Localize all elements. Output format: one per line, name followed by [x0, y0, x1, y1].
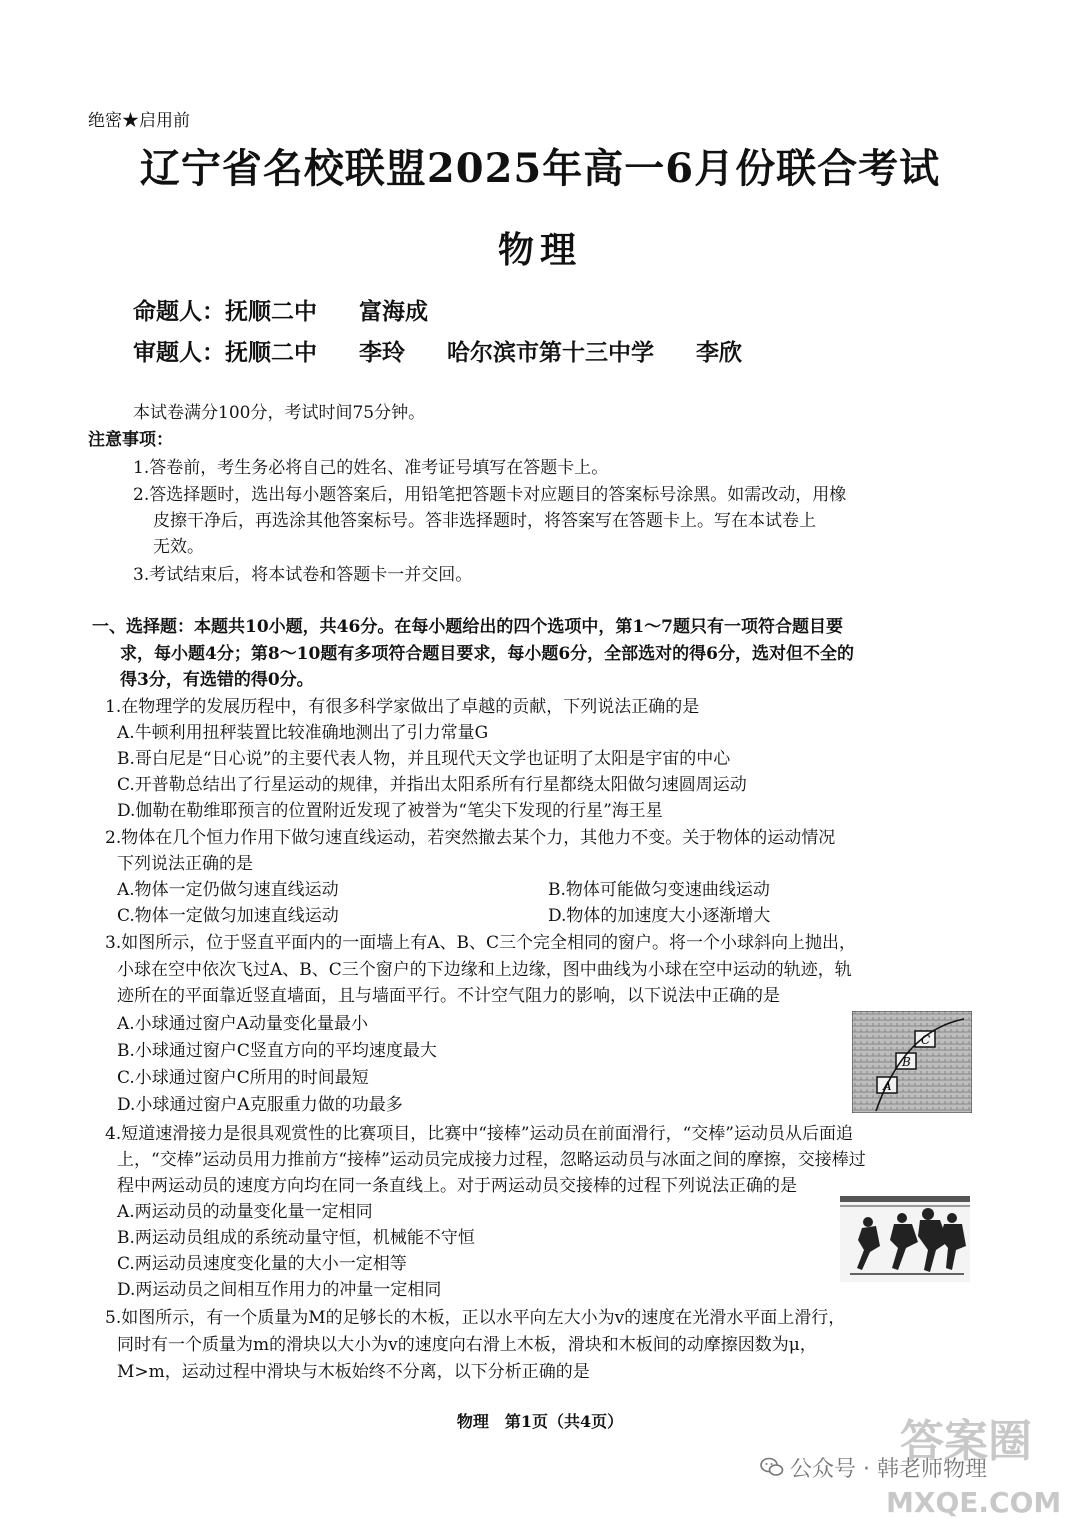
- q4-stem-2: 上，“交棒”运动员用力推前方“接棒”运动员完成接力过程，忽略运动员与冰面之间的摩擦，交接棒过: [117, 1150, 866, 1170]
- watermark-logo-top: 答案圈: [900, 1416, 1032, 1467]
- exam-intro: 本试卷满分100分，考试时间75分钟。: [133, 403, 426, 423]
- reviewer-name-1: 李玲: [359, 340, 406, 366]
- reviewer-line: [133, 334, 742, 367]
- section-header-2: 求，每小题4分；第8～10题有多项符合题目要求，每小题6分，全部选对的得6分，选对但不全的: [120, 644, 854, 664]
- q3-option-d: D.小球通过窗户A克服重力做的功最多: [117, 1095, 403, 1115]
- q2-stem-2: 下列说法正确的是: [117, 854, 253, 874]
- q2-option-a: A.物体一定仍做匀速直线运动: [117, 880, 339, 900]
- watermark-logo-bottom: MXQE.COM: [886, 1486, 1062, 1519]
- subject-title: 物理: [497, 229, 582, 271]
- speed-skating-photo: [840, 1196, 970, 1282]
- q3-stem-1: 3.如图所示，位于竖直平面内的一面墙上有A、B、C三个完全相同的窗户。将一个小球斜向上抛出，: [105, 933, 856, 953]
- section-header-1: 一、选择题：本题共10小题，共46分。在每小题给出的四个选项中，第1～7题只有一项符合题目要: [92, 617, 843, 637]
- section-header-3: 得3分，有选错的得0分。: [120, 670, 314, 690]
- q3-option-b: B.小球通过窗户C竖直方向的平均速度最大: [117, 1041, 437, 1061]
- q1-option-d: D.伽勒在勒维耶预言的位置附近发现了被誉为“笔尖下发现的行星”海王星: [117, 801, 663, 821]
- q3-stem-2: 小球在空中依次飞过A、B、C三个窗户的下边缘和上边缘，图中曲线为小球在空中运动的轨迹，轨: [117, 960, 852, 980]
- q2-option-d: D.物体的加速度大小逐渐增大: [548, 906, 771, 926]
- q4-option-b: B.两运动员组成的系统动量守恒，机械能不守恒: [117, 1228, 475, 1248]
- wechat-icon: [760, 1456, 784, 1478]
- q5-stem-1: 5.如图所示，有一个质量为M的足够长的木板，正以水平向左大小为v的速度在光滑水平面上滑行，: [105, 1308, 846, 1328]
- reviewer-name-2: 李欣: [696, 340, 743, 366]
- note-1: 1.答卷前，考生务必将自己的姓名、准考证号填写在答题卡上。: [133, 458, 609, 478]
- q4-stem-3: 程中两运动员的速度方向均在同一条直线上。对于两运动员交接棒的过程下列说法正确的是: [117, 1176, 797, 1196]
- label-b: B: [902, 1055, 911, 1069]
- note-3: 3.考试结束后，将本试卷和答题卡一并交回。: [133, 565, 473, 585]
- reviewer-school-2: 哈尔滨市第十三中学: [447, 340, 655, 366]
- note-2b: 皮擦干净后，再选涂其他答案标号。答非选择题时，将答案写在答题卡上。写在本试卷上: [153, 511, 816, 531]
- setter-school: 命题人：抚顺二中: [133, 299, 317, 325]
- q3-stem-3: 迹所在的平面靠近竖直墙面，且与墙面平行。不计空气阻力的影响，以下说法中正确的是: [117, 986, 780, 1006]
- q2-option-c: C.物体一定做匀加速直线运动: [117, 906, 339, 926]
- wall-windows-figure: [852, 1011, 972, 1113]
- q1-option-c: C.开普勒总结出了行星运动的规律，并指出太阳系所有行星都绕太阳做匀速圆周运动: [117, 775, 747, 795]
- setter-name: 富海成: [359, 299, 429, 325]
- confidential-mark: 绝密★启用前: [88, 111, 190, 131]
- q4-option-c: C.两运动员速度变化量的大小一定相等: [117, 1254, 407, 1274]
- reviewer-school-1: 审题人：抚顺二中: [133, 340, 317, 366]
- setter-line: [133, 293, 428, 326]
- q3-option-a: A.小球通过窗户A动量变化量最小: [117, 1014, 368, 1034]
- label-a: A: [883, 1079, 892, 1093]
- q4-option-a: A.两运动员的动量变化量一定相同: [117, 1202, 373, 1222]
- note-2c: 无效。: [153, 537, 204, 557]
- q2-stem-1: 2.物体在几个恒力作用下做匀速直线运动，若突然撤去某个力，其他力不变。关于物体的运动情况: [105, 828, 836, 848]
- q5-stem-3: M>m，运动过程中滑块与木板始终不分离，以下分析正确的是: [117, 1362, 590, 1382]
- exam-title: 辽宁省名校联盟2025年高一6月份联合考试: [139, 145, 941, 192]
- q5-stem-2: 同时有一个质量为m的滑块以大小为v的速度向右滑上木板，滑块和木板间的动摩擦因数为μ，: [117, 1335, 817, 1355]
- q3-option-c: C.小球通过窗户C所用的时间最短: [117, 1068, 369, 1088]
- notes-title: 注意事项：: [88, 430, 173, 450]
- q2-option-b: B.物体可能做匀变速曲线运动: [548, 880, 770, 900]
- page-footer: 物理 第1页（共4页）: [456, 1412, 624, 1431]
- q4-stem-1: 4.短道速滑接力是很具观赏性的比赛项目，比赛中“接棒”运动员在前面滑行，“交棒”运动员从后面追: [105, 1124, 853, 1144]
- q4-option-d: D.两运动员之间相互作用力的冲量一定相同: [117, 1280, 442, 1300]
- q1-option-a: A.牛顿利用扭秤装置比较准确地测出了引力常量G: [117, 723, 489, 743]
- q1-option-b: B.哥白尼是“日心说”的主要代表人物，并且现代天文学也证明了太阳是宇宙的中心: [117, 749, 731, 769]
- note-2a: 2.答选择题时，选出每小题答案后，用铅笔把答题卡对应题目的答案标号涂黑。如需改动，用橡: [133, 485, 847, 505]
- q1-stem: 1.在物理学的发展历程中，有很多科学家做出了卓越的贡献，下列说法正确的是: [105, 697, 700, 717]
- label-c: C: [921, 1033, 931, 1047]
- wechat-account: 公众号 · 韩老师物理: [790, 1457, 987, 1482]
